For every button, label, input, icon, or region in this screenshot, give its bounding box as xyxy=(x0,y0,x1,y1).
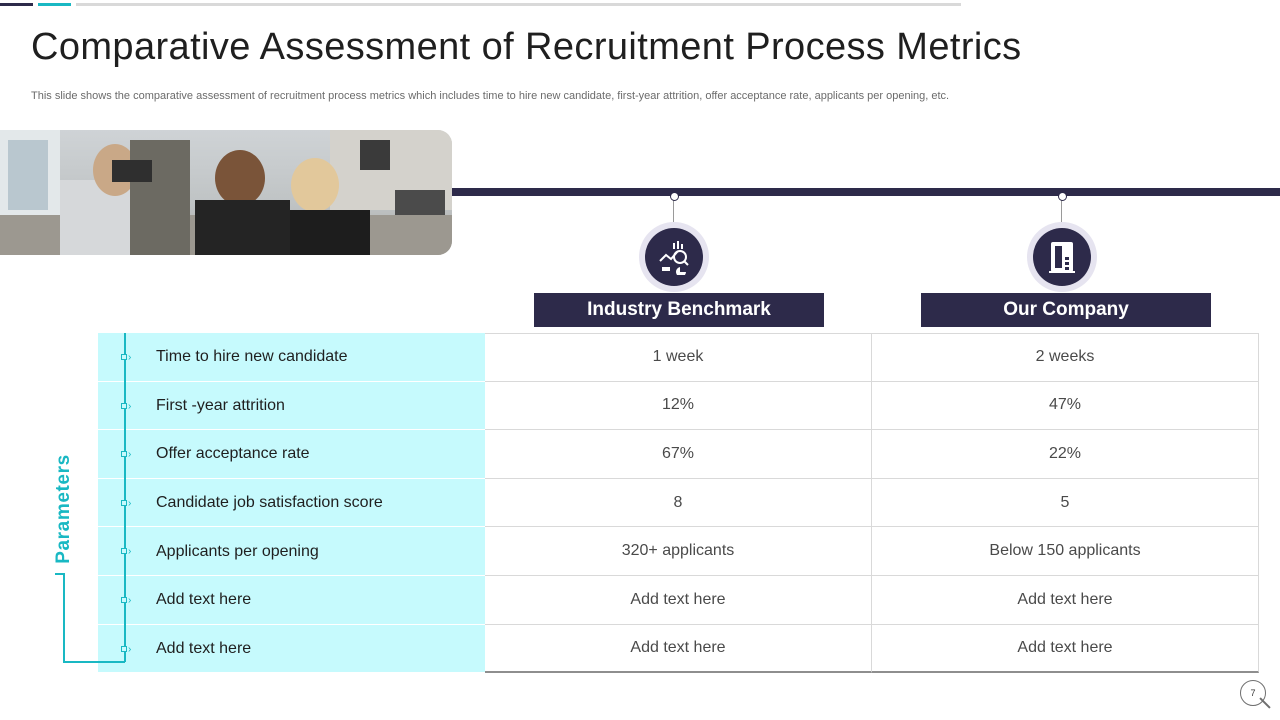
chevron-right-icon: › xyxy=(128,498,132,509)
company-value: Add text here xyxy=(872,625,1259,674)
header-divider xyxy=(452,188,1280,196)
connector-dot xyxy=(670,192,679,201)
chevron-right-icon: › xyxy=(128,546,132,557)
slide-subtitle: This slide shows the comparative assessment of recruitment process metrics which includes time to hire new candidate, first-year attrition, offer acceptance rate, applicants per opening, etc. xyxy=(31,90,950,102)
bullet-icon xyxy=(121,597,127,603)
bullet-icon xyxy=(121,646,127,652)
bullet-icon xyxy=(121,354,127,360)
table-row xyxy=(98,430,1260,479)
chevron-right-icon: › xyxy=(128,449,132,460)
column-header-our-company: Our Company xyxy=(921,293,1211,327)
company-value: 22% xyxy=(872,430,1259,479)
bullet-icon xyxy=(121,403,127,409)
benchmark-value: 67% xyxy=(485,430,872,479)
connector-dot xyxy=(1058,192,1067,201)
progress-bar-track xyxy=(76,3,961,6)
benchmark-value: 8 xyxy=(485,479,872,528)
company-value: 2 weeks xyxy=(872,333,1259,382)
table-row xyxy=(98,479,1260,528)
company-value: Below 150 applicants xyxy=(872,527,1259,576)
parameter-label: Applicants per opening xyxy=(156,542,319,560)
company-building-icon xyxy=(1027,222,1097,292)
table-row xyxy=(98,576,1260,625)
team-photo xyxy=(0,130,452,255)
parameters-axis-label: Parameters xyxy=(53,454,74,564)
parameter-label: Add text here xyxy=(156,591,252,609)
benchmark-value: Add text here xyxy=(485,625,872,674)
table-row xyxy=(98,382,1260,431)
progress-bar-segment xyxy=(0,3,33,6)
benchmark-value: Add text here xyxy=(485,576,872,625)
progress-bar-segment-active xyxy=(38,3,71,6)
slide-title: Comparative Assessment of Recruitment Process Metrics xyxy=(31,26,1022,68)
analytics-icon xyxy=(639,222,709,292)
chevron-right-icon: › xyxy=(128,401,132,412)
chevron-right-icon: › xyxy=(128,644,132,655)
parameter-label: First -year attrition xyxy=(156,396,285,414)
benchmark-value: 12% xyxy=(485,382,872,431)
table-row xyxy=(98,333,1260,382)
company-value: 47% xyxy=(872,382,1259,431)
benchmark-value: 320+ applicants xyxy=(485,527,872,576)
column-header-industry-benchmark: Industry Benchmark xyxy=(534,293,824,327)
parameter-label: Candidate job satisfaction score xyxy=(156,494,383,512)
bullet-icon xyxy=(121,451,127,457)
bullet-icon xyxy=(121,548,127,554)
parameters-timeline-line xyxy=(124,333,126,662)
company-value: 5 xyxy=(872,479,1259,528)
parameter-label: Time to hire new candidate xyxy=(156,348,348,366)
table-row xyxy=(98,527,1260,576)
parameter-label: Add text here xyxy=(156,639,252,657)
company-value: Add text here xyxy=(872,576,1259,625)
parameter-label: Offer acceptance rate xyxy=(156,445,310,463)
table-row xyxy=(98,625,1260,674)
benchmark-value: 1 week xyxy=(485,333,872,382)
chevron-right-icon: › xyxy=(128,595,132,606)
slide-number: 7 xyxy=(1240,680,1266,706)
chevron-right-icon: › xyxy=(128,352,132,363)
bracket-line xyxy=(63,661,125,663)
bullet-icon xyxy=(121,500,127,506)
bracket-line xyxy=(63,573,65,663)
